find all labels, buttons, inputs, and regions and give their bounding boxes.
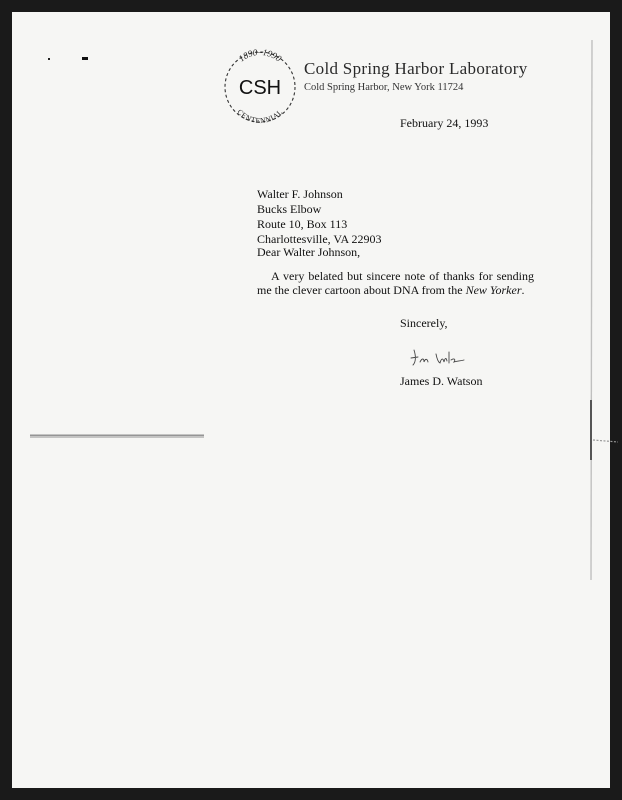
recipient-line-3: Charlottesville, VA 22903: [257, 232, 382, 246]
closing: Sincerely,: [400, 316, 448, 330]
recipient-line-2: Route 10, Box 113: [257, 217, 348, 231]
recipient-name: Walter F. Johnson: [257, 187, 343, 201]
organization-address: Cold Spring Harbor, New York 11724: [304, 82, 464, 93]
organization-name: Cold Spring Harbor Laboratory: [304, 59, 528, 78]
letter-body: [257, 269, 534, 298]
letter-page: [12, 12, 610, 788]
svg-text:CENTENNIAL: [235, 107, 284, 125]
seal-initials: CSH: [238, 77, 282, 99]
handwritten-signature: [410, 346, 466, 370]
seal-years: 1890–1990: [236, 47, 284, 64]
scan-edge-streak: [584, 40, 620, 600]
letter-date: February 24, 1993: [400, 116, 489, 130]
signer-name: James D. Watson: [400, 374, 483, 388]
seal-caption: CENTENNIAL: [235, 107, 285, 126]
scan-speck-marks: [48, 56, 92, 64]
body-end-punct: .: [521, 283, 525, 298]
salutation: Dear Walter Johnson,: [257, 245, 361, 259]
recipient-line-1: Bucks Elbow: [257, 202, 322, 216]
svg-text:1890–1990: [237, 47, 284, 64]
body-text: A very belated but sincere note of thanks for sending me the clever cartoon about DNA from the: [257, 269, 534, 298]
body-italic-title: New Yorker: [465, 283, 522, 298]
scan-smudge-line: [30, 432, 204, 440]
csh-centennial-seal: [218, 45, 302, 129]
recipient-address: [257, 187, 382, 247]
